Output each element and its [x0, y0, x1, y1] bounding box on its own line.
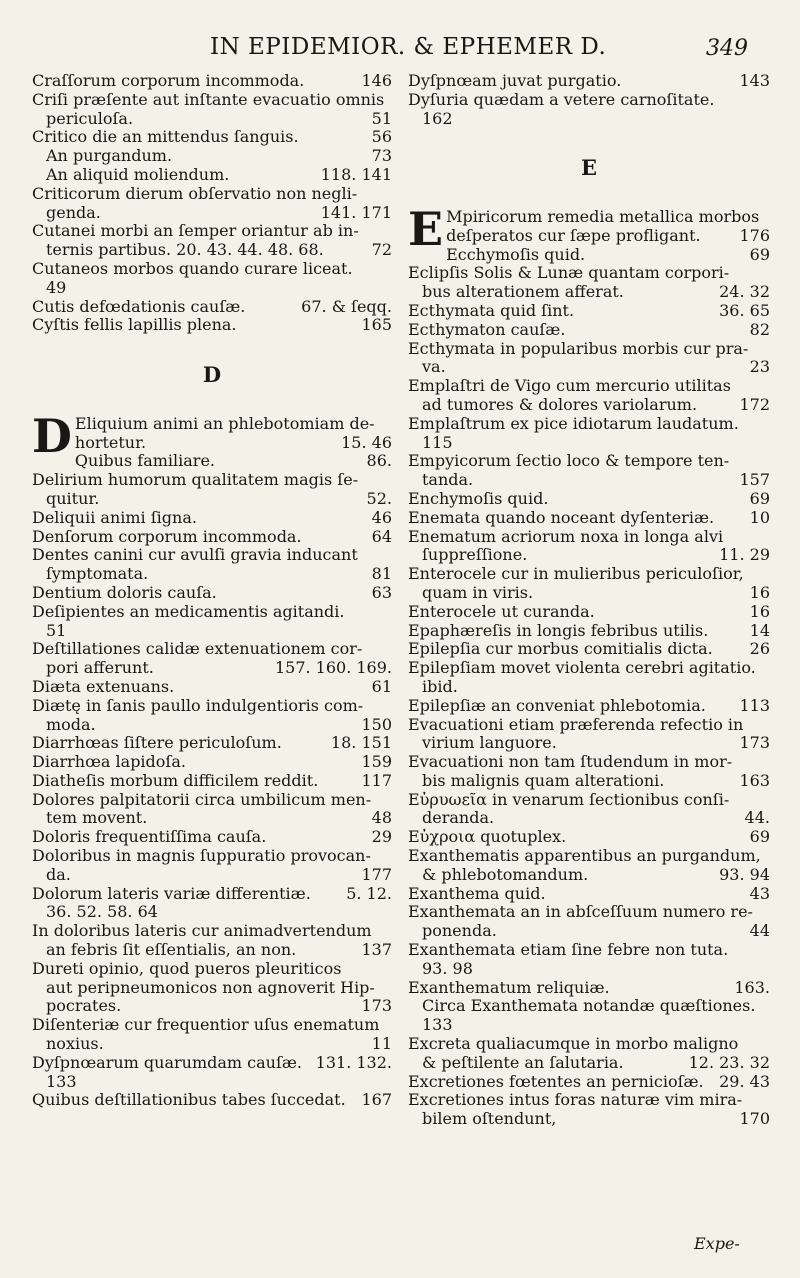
index-entry	[408, 246, 770, 265]
index-entry	[32, 241, 392, 260]
entry-text: Εὐχροια quotuplex.	[408, 827, 567, 847]
entry-text: Deliquii animi ſigna.	[32, 507, 197, 527]
index-entry	[408, 264, 770, 283]
entry-text: Delirium humorum qualitatem magis ſe-	[32, 470, 359, 490]
index-entry	[32, 565, 392, 584]
index-entry	[32, 753, 392, 772]
page-reference: 165	[361, 315, 392, 335]
index-entry	[408, 697, 770, 716]
index-entry	[32, 922, 392, 941]
entry-text: Exanthematum reliquiæ.	[408, 977, 610, 997]
index-entry	[408, 1035, 770, 1054]
page-reference: 12. 23. 32	[688, 1052, 770, 1072]
index-column-left	[32, 72, 392, 1110]
entry-text: Epilepſia cur morbus comitialis dicta.	[408, 639, 713, 659]
entry-text: Evacuationi non tam ſtudendum in mor-	[408, 752, 733, 772]
page-reference: 52.	[366, 488, 392, 508]
entry-text: pocrates.	[46, 996, 122, 1016]
page-reference: 44.	[744, 808, 770, 828]
page-reference: 159	[361, 752, 392, 772]
index-entry	[408, 903, 770, 922]
page-reference: 67. & ſeqq.	[301, 296, 392, 316]
index-entry	[32, 128, 392, 147]
index-entry	[408, 1110, 770, 1129]
page-reference: 163.	[734, 977, 770, 997]
index-entry	[32, 716, 392, 735]
index-entry	[32, 791, 392, 810]
index-entry	[408, 340, 770, 359]
index-entry	[32, 885, 392, 904]
entry-text: Dyſpnœarum quarumdam cauſæ.	[32, 1052, 303, 1072]
index-entry	[32, 659, 392, 678]
entry-text: pori afferunt.	[46, 658, 154, 678]
page-reference: 157. 160. 169.	[274, 658, 392, 678]
entry-text: bus alterationem afferat.	[422, 282, 624, 302]
entry-text: Dyſuria quædam a vetere carnoſitate.	[408, 89, 715, 109]
entry-text: tanda.	[422, 470, 474, 490]
index-entry	[408, 1091, 770, 1110]
entry-text: Enterocele ut curanda.	[408, 601, 595, 621]
entry-text: Emplaſtri de Vigo cum mercurio utilitas	[408, 376, 731, 396]
entry-text: Diarrhœa lapidoſa.	[32, 752, 186, 772]
index-entry	[408, 321, 770, 340]
entry-text: Cutanei morbi an ſemper oriantur ab in-	[32, 221, 359, 241]
index-entry	[408, 584, 770, 603]
entry-text: quitur.	[46, 488, 100, 508]
entry-text: ternis partibus. 20. 43. 44. 48. 68.	[46, 240, 324, 260]
index-entry	[32, 772, 392, 791]
index-entry	[32, 603, 392, 622]
page-reference: 24. 32	[719, 282, 770, 302]
page-reference: 173	[361, 996, 392, 1016]
page-reference: 18. 151	[330, 733, 392, 753]
entry-text: bilem oſtendunt,	[422, 1109, 557, 1129]
index-entry	[32, 91, 392, 110]
catchword: Expe-	[694, 1234, 740, 1253]
entry-text: virium languore.	[422, 733, 557, 753]
page-reference: 173	[739, 733, 770, 753]
entry-text: Diarrhœas ſiſtere periculoſum.	[32, 733, 282, 753]
index-entry	[408, 1054, 770, 1073]
entry-text: Eliquium animi an phlebotomiam de-	[74, 413, 375, 433]
entry-text: an febris ſit eſſentialis, an non.	[46, 940, 297, 960]
page-reference: 64	[371, 526, 392, 546]
entry-text: Empyicorum ſectio loco & tempore ten-	[408, 451, 730, 471]
index-entry	[408, 509, 770, 528]
page-reference: 11	[371, 1034, 392, 1054]
entry-text: periculoſa.	[46, 108, 134, 128]
page-reference: 69	[749, 827, 770, 847]
entry-text: Circa Exanthemata notandæ quæſtiones.	[422, 996, 756, 1016]
index-entry	[408, 546, 770, 565]
index-entry	[32, 490, 392, 509]
index-entry	[408, 979, 770, 998]
index-entry	[32, 471, 392, 490]
entry-text: Excretiones intus foras naturæ vim mira-	[408, 1090, 743, 1110]
page-number: 349	[706, 36, 748, 61]
entry-text: Cutis defœdationis cauſæ.	[32, 296, 246, 316]
index-entry	[32, 260, 392, 279]
section-letter: E	[580, 155, 597, 181]
index-entry	[32, 509, 392, 528]
entry-text: Exanthemata etiam ſine febre non tuta.	[408, 940, 729, 960]
index-entry	[408, 960, 770, 979]
entry-text: Enterocele cur in mulieribus periculoſior,	[408, 564, 744, 584]
entry-text: ibid.	[422, 676, 458, 696]
index-entry	[32, 147, 392, 166]
index-entry	[408, 358, 770, 377]
page-reference: 5. 12.	[346, 883, 392, 903]
entry-text: Ecthymata quid ſint.	[408, 300, 575, 320]
page-reference: 15. 46	[341, 432, 392, 452]
index-entry	[408, 772, 770, 791]
index-entry	[408, 734, 770, 753]
index-entry	[32, 697, 392, 716]
index-entry	[32, 640, 392, 659]
index-entry	[408, 1073, 770, 1092]
page-reference: 167	[361, 1090, 392, 1110]
running-title: IN EPIDEMIOR. & EPHEMER D.	[210, 34, 607, 60]
index-entry	[32, 1091, 392, 1110]
entry-text: genda.	[46, 202, 101, 222]
entry-text: An aliquid moliendum.	[46, 164, 230, 184]
index-entry	[408, 490, 770, 509]
index-entry	[32, 960, 392, 979]
page-reference: 81	[371, 564, 392, 584]
entry-text: ad tumores & dolores variolarum.	[422, 394, 698, 414]
entry-text: Dureti opinio, quod pueros pleuriticos	[32, 958, 342, 978]
entry-text: quam in viris.	[422, 582, 534, 602]
entry-text: deſperatos cur ſæpe profligant.	[446, 225, 701, 245]
entry-text: Dentium doloris cauſa.	[32, 582, 217, 602]
entry-text: Exanthemata an in abſceſſuum numero re-	[408, 902, 753, 922]
entry-text: 133	[422, 1015, 453, 1035]
index-entry	[408, 941, 770, 960]
index-entry	[408, 640, 770, 659]
entry-text: In doloribus lateris cur animadvertendum	[32, 921, 372, 941]
drop-cap: E	[408, 201, 444, 256]
index-entry	[408, 603, 770, 622]
page-reference: 118. 141	[320, 164, 392, 184]
index-entry	[32, 866, 392, 885]
index-entry	[32, 622, 392, 641]
entry-text: Cutaneos morbos quando curare liceat.	[32, 258, 353, 278]
entry-text: 36. 52. 58. 64	[46, 902, 158, 922]
index-entry	[32, 1016, 392, 1035]
entry-text: Ecchymoſis quid.	[446, 244, 586, 264]
page-reference: 137	[361, 940, 392, 960]
entry-text: ponenda.	[422, 921, 497, 941]
page-reference: 172	[739, 394, 770, 414]
entry-text: Critico die an mittendus ſanguis.	[32, 127, 299, 147]
page-reference: 141. 171	[320, 202, 392, 222]
index-entry	[32, 828, 392, 847]
index-entry	[408, 753, 770, 772]
entry-text: Quibus familiare.	[74, 451, 215, 471]
page-reference: 36. 65	[719, 300, 770, 320]
index-entry	[32, 72, 392, 91]
page-reference: 51	[371, 108, 392, 128]
index-entry	[408, 922, 770, 941]
entry-text: Dentes canini cur avulſi gravia inducant	[32, 545, 358, 565]
page-reference: 163	[739, 770, 770, 790]
page-reference: 86.	[366, 451, 392, 471]
entry-text: Epilepſiæ an conveniat phlebotomia.	[408, 695, 706, 715]
entry-text: Dyſpnœam juvat purgatio.	[408, 71, 622, 90]
page-reference: 16	[749, 601, 770, 621]
index-entry	[32, 528, 392, 547]
index-entry	[32, 809, 392, 828]
index-entry	[32, 847, 392, 866]
entry-text: Excreta qualiacumque in morbo maligno	[408, 1034, 739, 1054]
entry-text: Deſtillationes calidæ extenuationem cor-	[32, 639, 363, 659]
entry-text: Doloris frequentiſſima cauſa.	[32, 827, 267, 847]
entry-text: Denſorum corporum incommoda.	[32, 526, 302, 546]
entry-text: Ecthymata in popularibus morbis cur pra-	[408, 338, 749, 358]
entry-text: Diſenteriæ cur frequentior uſus enematum	[32, 1015, 380, 1035]
index-entry	[32, 279, 392, 298]
index-entry	[32, 316, 392, 335]
index-entry	[32, 979, 392, 998]
page-reference: 93. 94	[719, 864, 770, 884]
page-reference: 56	[371, 127, 392, 147]
page-reference: 48	[371, 808, 392, 828]
index-entry	[408, 227, 770, 246]
entry-text: Excretiones fœtentes an pernicioſæ.	[408, 1071, 704, 1091]
entry-text: noxius.	[46, 1034, 104, 1054]
entry-text: deranda.	[422, 808, 495, 828]
entry-text: Exanthema quid.	[408, 883, 546, 903]
entry-text: tem movent.	[46, 808, 148, 828]
entry-text: Evacuationi etiam præferenda refectio in	[408, 714, 744, 734]
entry-text: Epilepſiam movet violenta cerebri agitatio.	[408, 658, 756, 678]
entry-text: Ecthymaton cauſæ.	[408, 319, 566, 339]
index-entry	[32, 734, 392, 753]
entry-text: hortetur.	[74, 432, 147, 452]
page-reference: 14	[749, 620, 770, 640]
spacer	[408, 128, 770, 147]
index-entry	[408, 622, 770, 641]
page-reference: 72	[371, 240, 392, 260]
entry-text: 133	[46, 1071, 77, 1091]
entry-text: ſuppreſſione.	[422, 545, 528, 565]
index-entry	[408, 659, 770, 678]
index-entry	[408, 885, 770, 904]
entry-text: 49	[46, 277, 67, 297]
entry-text: An purgandum.	[46, 146, 173, 166]
index-entry	[408, 791, 770, 810]
section-letter: D	[202, 361, 222, 387]
entry-text: & phlebotomandum.	[422, 864, 589, 884]
entry-text: Εὐρυωεῖα in venarum ſectionibus conſi-	[408, 789, 730, 809]
index-entry	[32, 110, 392, 129]
index-entry	[32, 185, 392, 204]
index-entry	[408, 678, 770, 697]
page-reference: 143	[739, 71, 770, 90]
index-entry	[408, 396, 770, 415]
index-entry	[408, 866, 770, 885]
page-reference: 63	[371, 582, 392, 602]
index-entry	[408, 565, 770, 584]
index-entry	[408, 452, 770, 471]
index-entry	[408, 1016, 770, 1035]
page-reference: 10	[749, 507, 770, 527]
entry-text: 162	[422, 108, 453, 128]
entry-text: Diæta extenuans.	[32, 676, 175, 696]
entry-text: Criticorum dierum obſervatio non negli-	[32, 183, 358, 203]
page-reference: 113	[739, 695, 770, 715]
entry-text: & peſtilente an ſalutaria.	[422, 1052, 624, 1072]
index-entry	[408, 471, 770, 490]
index-entry	[32, 1054, 392, 1073]
index-entry	[32, 452, 392, 471]
index-entry	[32, 298, 392, 317]
entry-text: Diætę in ſanis paullo indulgentioris com-	[32, 695, 364, 715]
index-entry	[32, 1035, 392, 1054]
page-reference: 11. 29	[719, 545, 770, 565]
page-reference: 82	[749, 319, 770, 339]
page-reference: 177	[361, 864, 392, 884]
entry-text: 115	[422, 432, 453, 452]
entry-text: Quibus deſtillationibus tabes ſuccedat.	[32, 1090, 346, 1110]
index-entry	[408, 377, 770, 396]
index-entry	[408, 415, 770, 434]
index-entry	[408, 110, 770, 129]
entry-text: Mpiricorum remedia metallica morbos	[446, 206, 760, 226]
drop-cap: D	[32, 408, 72, 463]
entry-text: Dolorum lateris variæ differentiæ.	[32, 883, 311, 903]
page-reference: 150	[361, 714, 392, 734]
entry-text: Epaphæreſis in longis febribus utilis.	[408, 620, 709, 640]
entry-text: Eclipſis Solis & Lunæ quantam corpori-	[408, 263, 730, 283]
entry-text: Exanthematis apparentibus an purgandum,	[408, 846, 761, 866]
spacer	[32, 396, 392, 415]
index-entry	[32, 903, 392, 922]
page-reference: 157	[739, 470, 770, 490]
index-entry	[32, 166, 392, 185]
page-reference: 146	[361, 71, 392, 90]
index-entry	[408, 434, 770, 453]
index-entry	[32, 222, 392, 241]
page-reference: 73	[371, 146, 392, 166]
entry-text: Dolores palpitatorii circa umbilicum men-	[32, 789, 372, 809]
page-reference: 61	[371, 676, 392, 696]
entry-text: Craſſorum corporum incommoda.	[32, 71, 305, 90]
entry-text: da.	[46, 864, 71, 884]
entry-text: Criſi præſente aut inſtante evacuatio omnis	[32, 89, 385, 109]
entry-text: Cyſtis fellis lapillis plena.	[32, 315, 237, 335]
page-reference: 69	[749, 244, 770, 264]
page-reference: 131. 132.	[315, 1052, 392, 1072]
entry-text: aut peripneumonicos non agnoverit Hip-	[46, 977, 375, 997]
page-reference: 16	[749, 582, 770, 602]
entry-text: ſymptomata.	[46, 564, 149, 584]
index-entry	[32, 546, 392, 565]
page-reference: 117	[361, 770, 392, 790]
index-entry	[32, 678, 392, 697]
index-entry	[408, 283, 770, 302]
spacer	[408, 189, 770, 208]
entry-text: Enemata quando noceant dyſenteriæ.	[408, 507, 715, 527]
index-entry	[32, 997, 392, 1016]
page-reference: 176	[739, 225, 770, 245]
page-reference: 29	[371, 827, 392, 847]
index-entry	[408, 997, 770, 1016]
index-entry	[32, 204, 392, 223]
index-entry	[408, 716, 770, 735]
page-header	[0, 28, 800, 68]
entry-text: 93. 98	[422, 958, 473, 978]
entry-text: Enematum acriorum noxa in longa alvi	[408, 526, 724, 546]
index-column-right	[408, 72, 770, 1129]
index-entry	[32, 1073, 392, 1092]
page-reference: 23	[749, 357, 770, 377]
entry-text: Deſipientes an medicamentis agitandi.	[32, 601, 345, 621]
index-entry	[32, 941, 392, 960]
index-entry	[408, 72, 770, 91]
index-entry	[408, 528, 770, 547]
entry-text: Enchymoſis quid.	[408, 488, 549, 508]
index-entry	[32, 434, 392, 453]
index-entry	[408, 828, 770, 847]
page-reference: 170	[739, 1109, 770, 1129]
entry-text: moda.	[46, 714, 96, 734]
index-entry	[32, 584, 392, 603]
page-reference: 46	[371, 507, 392, 527]
page-reference: 44	[749, 921, 770, 941]
entry-text: Doloribus in magnis ſuppuratio provocan-	[32, 846, 371, 866]
spacer	[32, 335, 392, 354]
entry-text: Diatheſis morbum difficilem reddit.	[32, 770, 319, 790]
index-entry	[408, 91, 770, 110]
page-reference: 69	[749, 488, 770, 508]
page-reference: 29. 43	[719, 1071, 770, 1091]
index-entry	[408, 302, 770, 321]
index-entry	[408, 847, 770, 866]
index-entry	[408, 809, 770, 828]
page-reference: 43	[749, 883, 770, 903]
entry-text: 51	[46, 620, 67, 640]
page-reference: 26	[749, 639, 770, 659]
entry-text: bis malignis quam alterationi.	[422, 770, 665, 790]
entry-text: va.	[422, 357, 446, 377]
entry-text: Emplaſtrum ex pice idiotarum laudatum.	[408, 413, 739, 433]
